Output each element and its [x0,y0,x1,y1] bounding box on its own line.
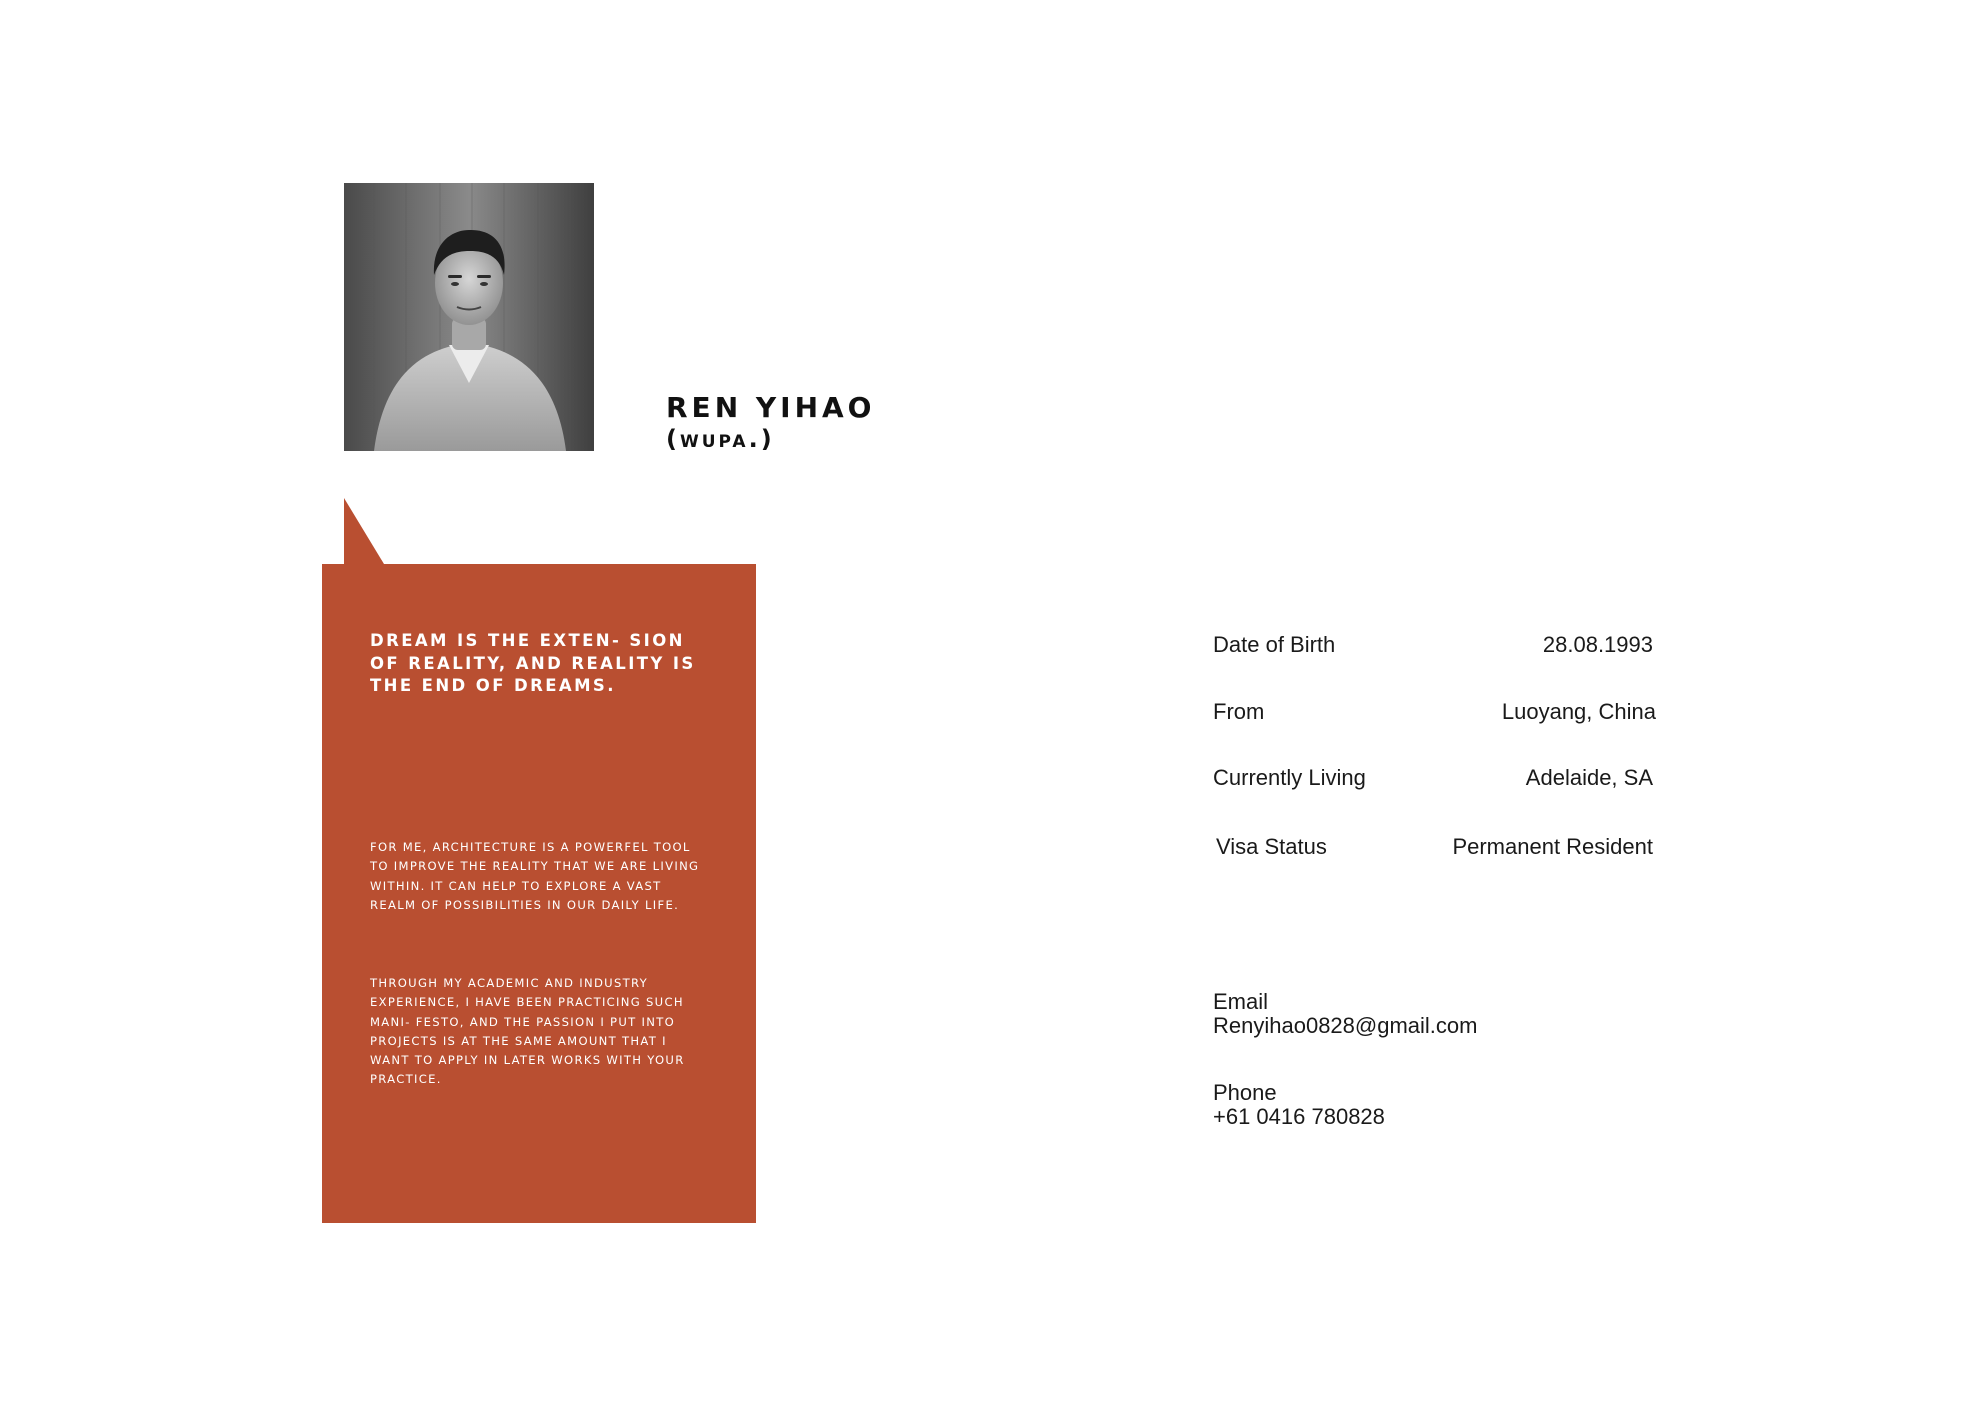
email-value[interactable]: Renyihao0828@gmail.com [1213,1013,1478,1038]
contact-phone [1213,1081,1385,1129]
contact-email [1213,990,1477,1038]
person-alias: (wupa.) [666,425,775,453]
detail-row-dob [1213,632,1653,662]
detail-value: 28.08.1993 [1542,632,1653,657]
detail-label: Currently Living [1213,765,1366,790]
detail-row-currently-living [1213,765,1653,795]
portrait-photo [344,183,594,451]
statement-quote: DREAM IS THE EXTEN- SION OF REALITY, AND REALITY IS THE END OF DREAMS. [370,631,696,695]
speech-bubble-tail [344,498,384,564]
detail-label: Visa Status [1216,834,1327,859]
phone-label: Phone [1213,1080,1277,1105]
statement-paragraph-2: THROUGH MY ACADEMIC AND INDUSTRY EXPERIENCE, I HAVE BEEN PRACTICING SUCH MANI- FESTO, AND THE PASSION I PUT INTO PROJECTS IS AT THE SAME AMOUNT THAT I WANT TO APPLY IN LATER WORKS WITH YOUR PRACTICE. [370,976,685,1087]
detail-label: Date of Birth [1213,632,1336,657]
phone-value[interactable]: +61 0416 780828 [1213,1104,1385,1129]
detail-row-from [1213,699,1656,729]
detail-value: Adelaide, SA [1525,765,1653,790]
detail-label: From [1213,699,1265,724]
statement-card [322,564,756,1223]
detail-value: Luoyang, China [1501,699,1656,724]
detail-row-visa-status [1213,834,1653,864]
person-name: REN YIHAO [666,391,876,424]
email-label: Email [1213,989,1269,1014]
detail-value: Permanent Resident [1452,834,1653,859]
statement-paragraph-1: FOR ME, ARCHITECTURE IS A POWERFEL TOOL TO IMPROVE THE REALITY THAT WE ARE LIVING WITHIN. IT CAN HELP TO EXPLORE A VAST REALM OF POSSIBILITIES IN OUR DAILY LIFE. [370,840,700,912]
